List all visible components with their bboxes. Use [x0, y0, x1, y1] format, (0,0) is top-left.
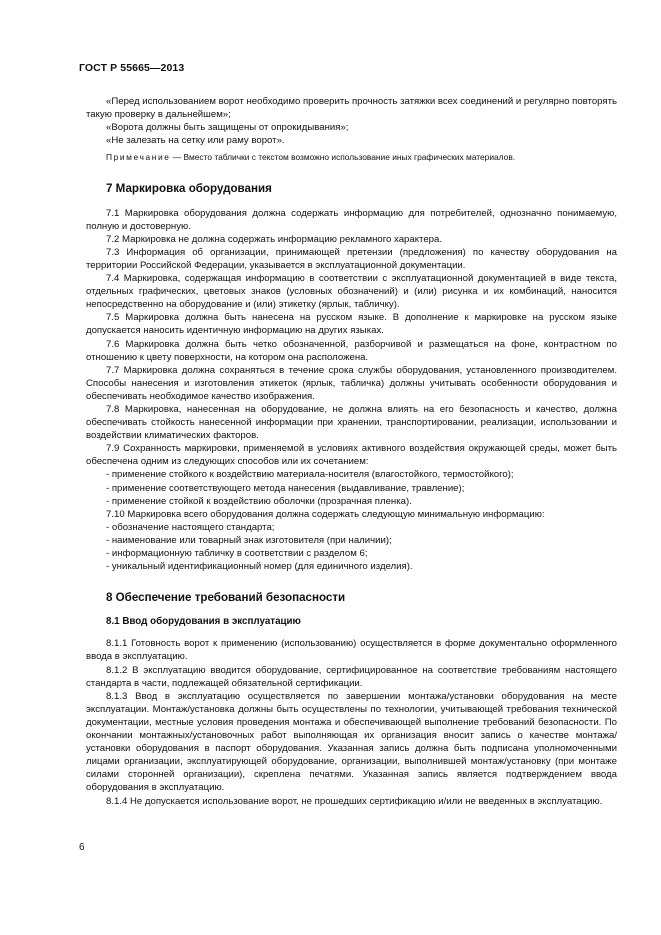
paragraph-7-4: 7.4 Маркировка, содержащая информацию в соответствии с эксплуатационной документацией в виде текста, отдельных графических, цветовых знаков (условных обозначений) и (или) рисунка и их комбинаций, наносится непосредственно на оборудование и (или) этикетку (ярлык, табличку). [86, 273, 617, 311]
note-text: — Вместо таблички с текстом возможно использование иных графических материалов. [170, 152, 516, 163]
paragraph-7-2: 7.2 Маркировка не должна содержать информацию рекламного характера. [106, 233, 442, 245]
document-header: ГОСТ Р 55665—2013 [79, 62, 185, 74]
quote-2: «Ворота должны быть защищены от опрокидывания»; [106, 122, 349, 134]
note [86, 151, 617, 164]
paragraph-7-6: 7.6 Маркировка должна быть четко обозначенной, разборчивой и размещаться на фоне, контрастном по отношению к цвету поверхности, на котором она расположена. [86, 338, 617, 363]
page-content [86, 95, 617, 808]
list-item-7-9-2: - применение соответствующего метода нанесения (выдавливание, травление); [106, 482, 465, 494]
paragraph-7-7: 7.7 Маркировка должна сохраняться в течение срока службы оборудования, установленного производителем. Способы нанесения и изготовления этикеток (ярлык, табличка) должны учитывать особенности оборудования и обеспечивать необходимое качество изображения. [86, 364, 617, 402]
page-number: 6 [79, 842, 85, 853]
list-item-7-9-3: - применение стойкой к воздействию оболочки (прозрачная пленка). [106, 495, 412, 507]
paragraph-8-1-1: 8.1.1 Готовность ворот к применению (использованию) осуществляется в форме документально оформленного ввода в эксплуатацию. [86, 638, 617, 663]
quote-1: «Перед использованием ворот необходимо проверить прочность затяжки всех соединений и регулярно повторять такую проверку в дальнейшем»; [86, 96, 617, 121]
list-item-7-10-3: - информационную табличку в соответствии с разделом 6; [106, 548, 368, 559]
quote-3: «Не залезать на сетку или раму ворот». [106, 135, 285, 147]
section-7-title: 7 Маркировка оборудования [106, 182, 272, 196]
list-item-7-9-1: - применение стойкого к воздействию материала-носителя (влагостойкого, термостойкого); [106, 469, 514, 481]
paragraph-7-9: 7.9 Сохранность маркировки, применяемой в условиях активного воздействия окружающей среды, может быть обеспечена одним из следующих способов или их сочетанием: [86, 443, 617, 468]
paragraph-8-1-3: 8.1.3 Ввод в эксплуатацию осуществляется по завершении монтажа/установки оборудования на месте эксплуатации. Монтаж/установка должны быть осуществлены по технологии, учитывающей требования технической документации, местные условия проведения монтажа и обеспечивающей выполнение требований безопасности. По окончании монтажных/установочных работ выполняющая их организация вносит запись о качестве монтажа/установки оборудования в паспорт оборудования. Указанная запись должна быть подписана уполномоченными лицами организации, эксплуатирующей оборудование, организации, выполнившей монтаж/установку (при монтаже силами сторонней организации), скреплена печатями. Указанная запись является подтверждением ввода оборудования в эксплуатацию. [86, 690, 617, 794]
paragraph-7-8: 7.8 Маркировка, нанесенная на оборудование, не должна влиять на его безопасность и качество, должна обеспечивать стойкость нанесенной информации при хранении, транспортировании, реализации, использовании и воздействии климатических факторов. [86, 403, 617, 442]
paragraph-7-3: 7.3 Информация об организации, принимающей претензии (предложения) по качеству оборудования на территории Российской Федерации, указывается в эксплуатационной документации. [86, 246, 617, 271]
note-label: Примечание [106, 152, 171, 163]
paragraph-8-1-2: 8.1.2 В эксплуатацию вводится оборудование, сертифицированное на соответствие требованиям настоящего стандарта в части, подлежащей обязательной сертификации. [86, 664, 617, 689]
list-item-7-10-2: - наименование или товарный знак изготовителя (при наличии); [106, 534, 392, 546]
list-item-7-10-4: - уникальный идентификационный номер (для единичного изделия). [106, 561, 413, 573]
section-8-title: 8 Обеспечение требований безопасности [106, 591, 346, 605]
paragraph-7-1: 7.1 Маркировка оборудования должна содержать информацию для потребителей, однозначно понимаемую, полную и достоверную. [86, 207, 617, 232]
paragraph-7-5: 7.5 Маркировка должна быть нанесена на русском языке. В дополнение к маркировке на русском языке допускается наносить идентичную информацию на других языках. [86, 312, 617, 337]
subsection-8-1-title: 8.1 Ввод оборудования в эксплуатацию [106, 616, 301, 628]
paragraph-7-10: 7.10 Маркировка всего оборудования должна содержать следующую минимальную информацию: [106, 508, 545, 520]
list-item-7-10-1: - обозначение настоящего стандарта; [106, 521, 275, 533]
paragraph-8-1-4: 8.1.4 Не допускается использование ворот, не прошедших сертификацию и/или не введенных в эксплуатацию. [106, 795, 603, 807]
